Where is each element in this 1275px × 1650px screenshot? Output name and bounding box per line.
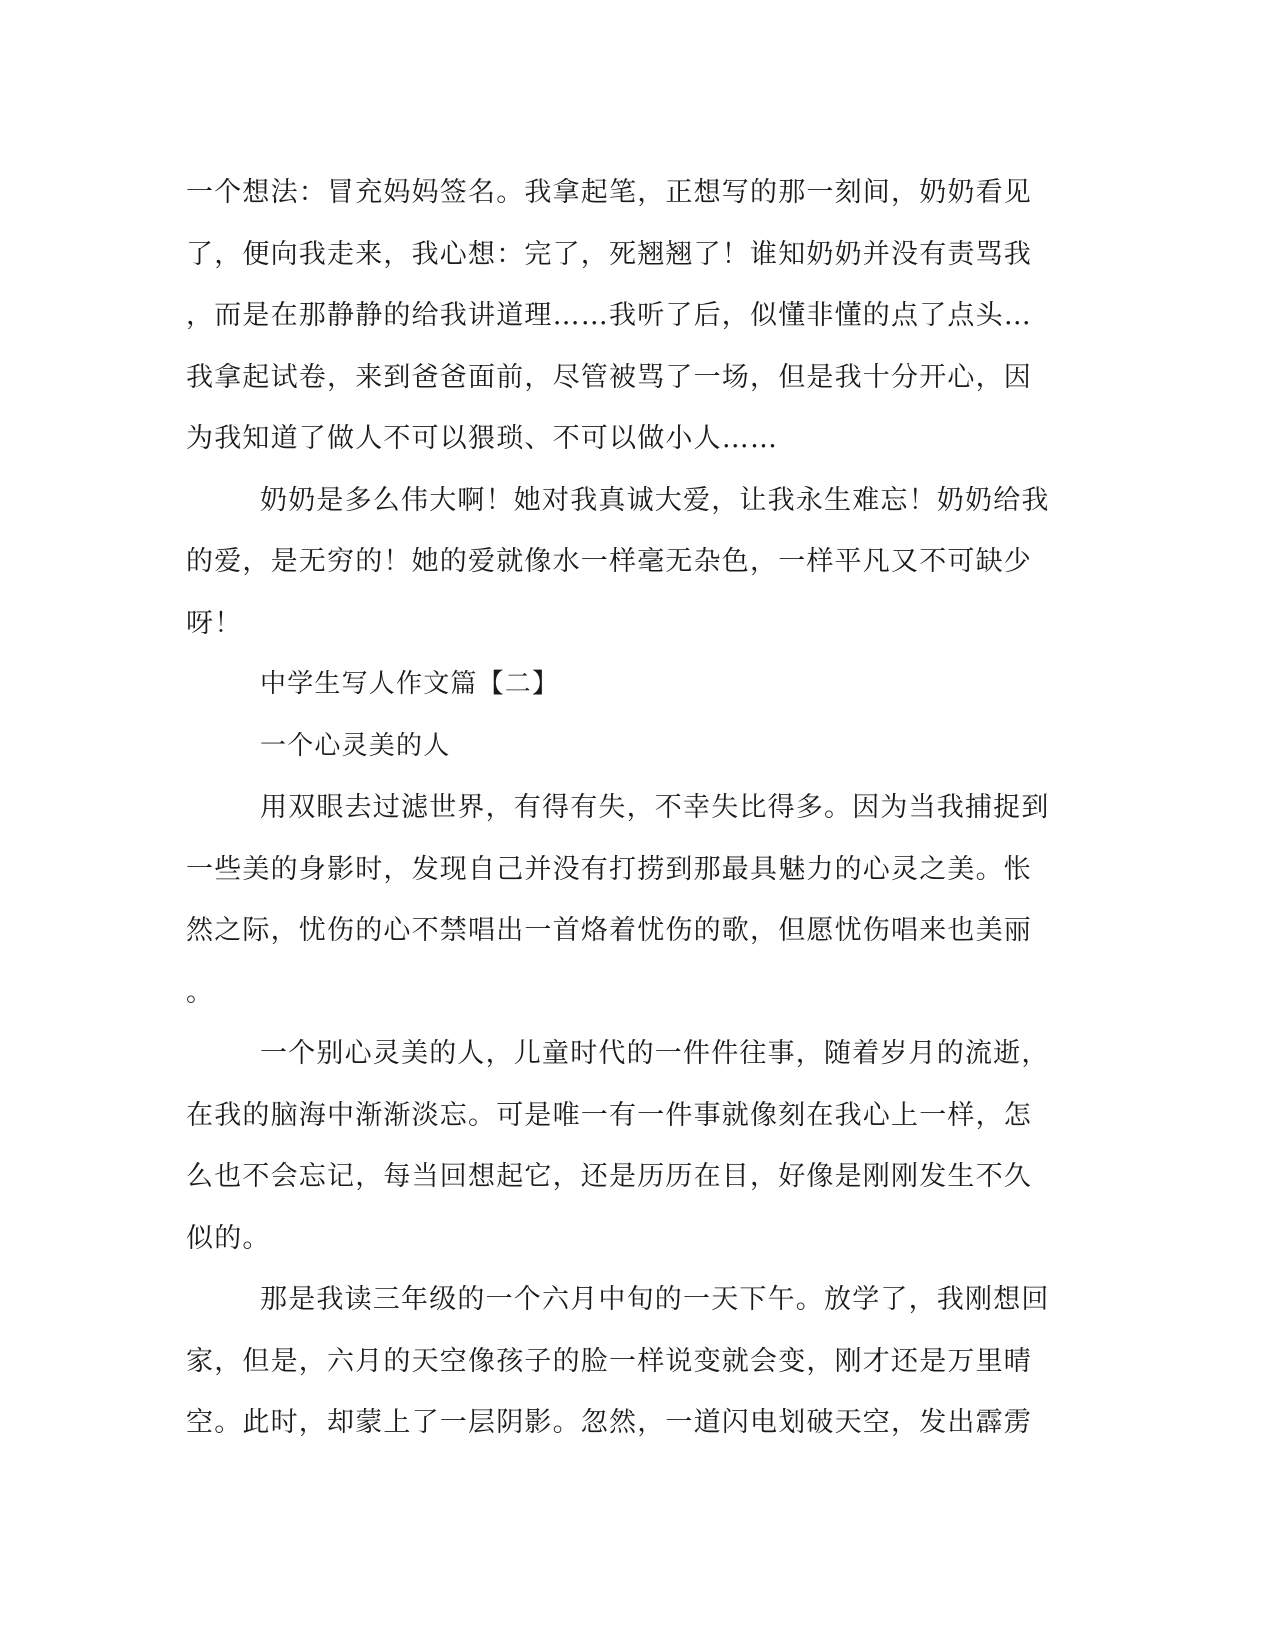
text-line: 家，但是，六月的天空像孩子的脸一样说变就会变，刚才还是万里晴 (186, 1345, 1032, 1377)
text-line: 。 (186, 976, 215, 1008)
text-line: 似的。 (186, 1222, 271, 1254)
text-line: 一些美的身影时，发现自己并没有打捞到那最具魅力的心灵之美。怅 (186, 853, 1032, 885)
essay-text (186, 162, 1066, 1454)
text-line: 空。此时，却蒙上了一层阴影。忽然，一道闪电划破天空，发出霹雳 (186, 1407, 1032, 1438)
paragraph-start-line: 奶奶是多么伟大啊！她对我真诚大爱，让我永生难忘！奶奶给我 (260, 484, 1050, 516)
paragraph-start-line: 那是我读三年级的一个六月中旬的一天下午。放学了，我刚想回 (260, 1284, 1050, 1315)
paragraph-start-line: 一个别心灵美的人，儿童时代的一件件往事，随着岁月的流逝， (260, 1038, 1050, 1069)
text-line: 一个想法：冒充妈妈签名。我拿起笔，正想写的那一刻间，奶奶看见 (186, 177, 1032, 208)
text-line: 呀！ (186, 607, 243, 639)
text-line: 的爱，是无穷的！她的爱就像水一样毫无杂色，一样平凡又不可缺少 (186, 546, 1032, 577)
text-line: 在我的脑海中渐渐淡忘。可是唯一有一件事就像刻在我心上一样，怎 (186, 1099, 1032, 1131)
text-line: 为我知道了做人不可以猥琐、不可以做小人…… (186, 423, 779, 454)
essay-title: 一个心灵美的人 (260, 730, 451, 761)
text-line: 我拿起试卷，来到爸爸面前，尽管被骂了一场，但是我十分开心，因 (186, 361, 1032, 393)
text-line: 然之际，忧伤的心不禁唱出一首烙着忧伤的歌，但愿忧伤唱来也美丽 (186, 915, 1032, 946)
text-line: 了，便向我走来，我心想：完了，死翘翘了！谁知奶奶并没有责骂我 (186, 238, 1032, 270)
text-line: 么也不会忘记，每当回想起它，还是历历在目，好像是刚刚发生不久 (186, 1161, 1032, 1192)
section-heading: 中学生写人作文篇【二】 (260, 669, 560, 699)
text-line: ，而是在那静静的给我讲道理……我听了后，似懂非懂的点了点头… (186, 300, 1032, 331)
paragraph-start-line: 用双眼去过滤世界，有得有失，不幸失比得多。因为当我捕捉到 (260, 792, 1050, 823)
